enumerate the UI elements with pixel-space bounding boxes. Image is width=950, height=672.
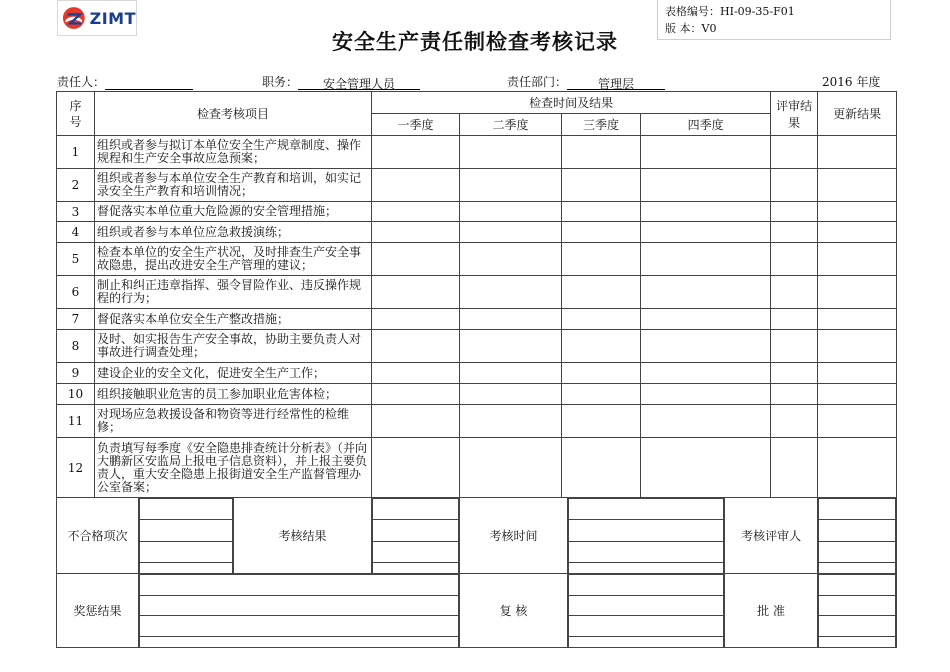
q1-cell[interactable] [372, 309, 460, 330]
row-item-text: 组织或者参与本单位应急救援演练； [95, 222, 372, 243]
q3-cell[interactable] [562, 438, 641, 498]
q2-cell[interactable] [460, 330, 562, 363]
q3-cell[interactable] [562, 405, 641, 438]
review-cell[interactable] [771, 438, 818, 498]
row-number: 3 [57, 202, 95, 222]
header-q3: 三季度 [562, 114, 641, 136]
review-cell[interactable] [771, 222, 818, 243]
row-item-text: 组织接触职业危害的员工参加职业危害体检； [95, 384, 372, 405]
responsible-value[interactable] [105, 75, 193, 90]
q2-cell[interactable] [460, 222, 562, 243]
update-cell[interactable] [818, 243, 897, 276]
assess-time-label: 考核时间 [460, 498, 568, 574]
q1-cell[interactable] [372, 363, 460, 384]
row-item-text: 督促落实本单位安全生产整改措施； [95, 309, 372, 330]
assessment-table [56, 91, 897, 648]
header-q2: 二季度 [460, 114, 562, 136]
q2-cell[interactable] [460, 384, 562, 405]
row-number: 4 [57, 222, 95, 243]
department-label: 责任部门： [507, 75, 568, 89]
row-item-text: 负责填写每季度《安全隐患排查统计分析表》（并向大鹏新区安监局上报电子信息资料），并上报主要负责人，重大安全隐患上报街道安全生产监督管理办公室备案； [95, 438, 372, 498]
update-cell[interactable] [818, 330, 897, 363]
update-cell[interactable] [818, 384, 897, 405]
responsible-label: 责任人： [57, 75, 106, 89]
review-cell[interactable] [771, 384, 818, 405]
recheck-lines[interactable] [568, 574, 725, 648]
reward-lines[interactable] [139, 574, 460, 648]
header-q4: 四季度 [641, 114, 771, 136]
q2-cell[interactable] [460, 276, 562, 309]
q4-cell[interactable] [641, 169, 771, 202]
q4-cell[interactable] [641, 330, 771, 363]
reward-label: 奖惩结果 [57, 574, 139, 648]
recheck-label: 复 核 [460, 574, 568, 648]
row-number: 10 [57, 384, 95, 405]
q3-cell[interactable] [562, 384, 641, 405]
assess-reviewer-label: 考核评审人 [725, 498, 818, 574]
q2-cell[interactable] [460, 438, 562, 498]
form-number: 表格编号：HI-09-35-F01 [665, 5, 795, 18]
review-cell[interactable] [771, 202, 818, 222]
q3-cell[interactable] [562, 309, 641, 330]
position-label: 职务： [262, 75, 299, 89]
q2-cell[interactable] [460, 243, 562, 276]
q3-cell[interactable] [562, 363, 641, 384]
update-cell[interactable] [818, 136, 897, 169]
q1-cell[interactable] [372, 405, 460, 438]
approve-lines[interactable] [818, 574, 897, 648]
review-cell[interactable] [771, 363, 818, 384]
row-number: 8 [57, 330, 95, 363]
q3-cell[interactable] [562, 169, 641, 202]
review-cell[interactable] [771, 309, 818, 330]
update-cell[interactable] [818, 438, 897, 498]
header-update: 更新结果 [818, 92, 897, 136]
q3-cell[interactable] [562, 202, 641, 222]
year: 2016 年度 [822, 75, 881, 89]
nonconform-label: 不合格项次 [57, 498, 139, 574]
header-time-results: 检查时间及结果 [372, 92, 771, 114]
assess-result-lines[interactable] [372, 498, 460, 574]
row-item-text: 督促落实本单位重大危险源的安全管理措施； [95, 202, 372, 222]
assess-reviewer-lines[interactable] [818, 498, 897, 574]
q3-cell[interactable] [562, 136, 641, 169]
position-field [262, 73, 420, 90]
q2-cell[interactable] [460, 309, 562, 330]
row-number: 5 [57, 243, 95, 276]
position-value[interactable]: 安全管理人员 [298, 75, 420, 90]
row-number: 7 [57, 309, 95, 330]
row-number: 2 [57, 169, 95, 202]
logo-text: ZIMT [89, 8, 136, 28]
q2-cell[interactable] [460, 363, 562, 384]
row-number: 11 [57, 405, 95, 438]
q4-cell[interactable] [641, 384, 771, 405]
department-value[interactable]: 管理层 [567, 75, 665, 90]
responsible-field [57, 73, 193, 90]
q1-cell[interactable] [372, 169, 460, 202]
review-cell[interactable] [771, 136, 818, 169]
page-title: 安全生产责任制检查考核记录 [332, 30, 618, 54]
update-cell[interactable] [818, 309, 897, 330]
q4-cell[interactable] [641, 276, 771, 309]
q1-cell[interactable] [372, 438, 460, 498]
header-q1: 一季度 [372, 114, 460, 136]
department-field [507, 73, 665, 90]
update-cell[interactable] [818, 202, 897, 222]
q2-cell[interactable] [460, 405, 562, 438]
review-cell[interactable] [771, 169, 818, 202]
q3-cell[interactable] [562, 276, 641, 309]
q2-cell[interactable] [460, 202, 562, 222]
q4-cell[interactable] [641, 202, 771, 222]
q3-cell[interactable] [562, 330, 641, 363]
q1-cell[interactable] [372, 136, 460, 169]
row-item-text: 建设企业的安全文化，促进安全生产工作； [95, 363, 372, 384]
assess-result-label: 考核结果 [234, 498, 372, 574]
header-seq: 序号 [57, 92, 95, 136]
q2-cell[interactable] [460, 169, 562, 202]
q4-cell[interactable] [641, 363, 771, 384]
review-cell[interactable] [771, 330, 818, 363]
update-cell[interactable] [818, 405, 897, 438]
row-item-text: 组织或者参与拟订本单位安全生产规章制度、操作规程和生产安全事故应急预案； [95, 136, 372, 169]
row-item-text: 及时、如实报告生产安全事故，协助主要负责人对事故进行调查处理； [95, 330, 372, 363]
row-item-text: 制止和纠正违章指挥、强令冒险作业、违反操作规程的行为； [95, 276, 372, 309]
review-cell[interactable] [771, 243, 818, 276]
q1-cell[interactable] [372, 202, 460, 222]
assess-time-lines[interactable] [568, 498, 725, 574]
q3-cell[interactable] [562, 243, 641, 276]
version: 版 本：V0 [665, 22, 717, 35]
row-number: 12 [57, 438, 95, 498]
row-number: 9 [57, 363, 95, 384]
row-item-text: 对现场应急救援设备和物资等进行经常性的检维修； [95, 405, 372, 438]
update-cell[interactable] [818, 222, 897, 243]
q1-cell[interactable] [372, 222, 460, 243]
q4-cell[interactable] [641, 405, 771, 438]
q4-cell[interactable] [641, 309, 771, 330]
q1-cell[interactable] [372, 330, 460, 363]
review-cell[interactable] [771, 276, 818, 309]
update-cell[interactable] [818, 363, 897, 384]
header-item: 检查考核项目 [95, 92, 372, 136]
q4-cell[interactable] [641, 438, 771, 498]
q1-cell[interactable] [372, 243, 460, 276]
row-number: 6 [57, 276, 95, 309]
row-item-text: 组织或者参与本单位安全生产教育和培训，如实记录安全生产教育和培训情况； [95, 169, 372, 202]
header-review: 评审结果 [771, 92, 818, 136]
q4-cell[interactable] [641, 243, 771, 276]
q1-cell[interactable] [372, 384, 460, 405]
q4-cell[interactable] [641, 136, 771, 169]
review-cell[interactable] [771, 405, 818, 438]
q1-cell[interactable] [372, 276, 460, 309]
q3-cell[interactable] [562, 222, 641, 243]
row-item-text: 检查本单位的安全生产状况，及时排查生产安全事故隐患，提出改进安全生产管理的建议； [95, 243, 372, 276]
approve-label: 批 准 [725, 574, 818, 648]
q4-cell[interactable] [641, 222, 771, 243]
update-cell[interactable] [818, 276, 897, 309]
q2-cell[interactable] [460, 136, 562, 169]
nonconform-lines[interactable] [139, 498, 234, 574]
update-cell[interactable] [818, 169, 897, 202]
row-number: 1 [57, 136, 95, 169]
